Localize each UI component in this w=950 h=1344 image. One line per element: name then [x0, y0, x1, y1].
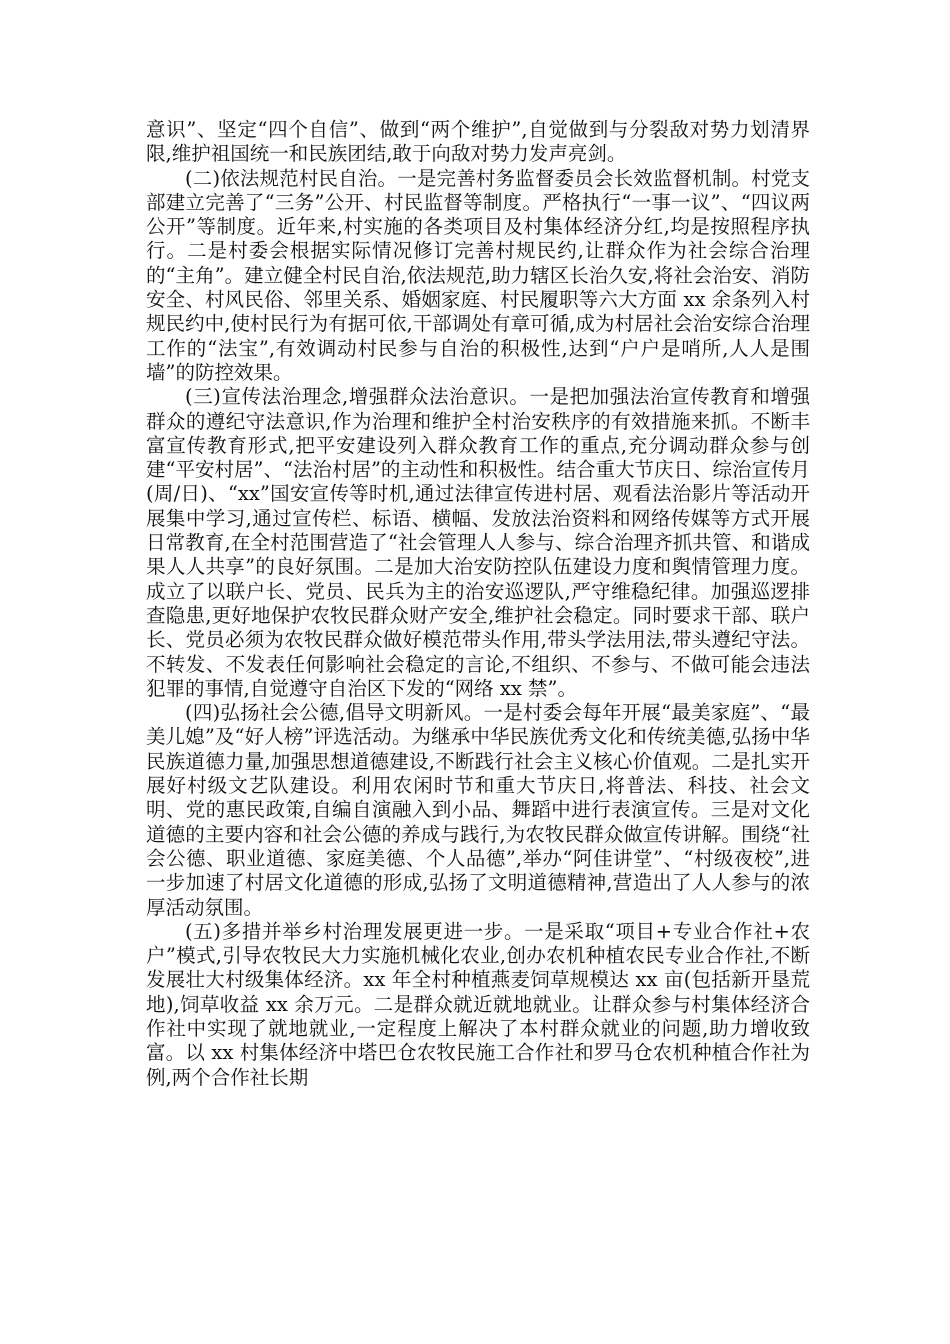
paragraph-rural-governance: (五)多措并举乡村治理发展更进一步。一是采取“项目+专业合作社+农户”模式,引导农牧民大力实施机械化农业,创办农机种植农民专业合作社,不断发展壮大村级集体经济。xx 年全村种植燕麦饲草规模达 xx 亩(包括新开垦荒地),饲草收益 xx 余万元。二是群众就近就地就业。让群众参与村集体经济合作社中实现了就地就业,一定程度上解决了本村群众就业的问题,助力增收致富。以 xx 村集体经济中塔巴仓农牧民施工合作社和罗马仓农机种植合作社为例,两个合作社长期 [146, 919, 810, 1089]
document-body [146, 118, 810, 1090]
paragraph-continuation: 意识”、坚定“四个自信”、做到“两个维护”,自觉做到与分裂敌对势力划清界限,维护祖国统一和民族团结,敢于向敌对势力发声亮剑。 [146, 118, 810, 166]
paragraph-rule-of-law-publicity: (三)宣传法治理念,增强群众法治意识。一是把加强法治宣传教育和增强群众的遵纪守法意识,作为治理和维护全村治安秩序的有效措施来抓。不断丰富宣传教育形式,把平安建设列入群众教育工作的重点,充分调动群众参与创建“平安村居”、“法治村居”的主动性和积极性。结合重大节庆日、综治宣传月(周/日)、“xx”国安宣传等时机,通过法律宣传进村居、观看法治影片等活动开展集中学习,通过宣传栏、标语、横幅、发放法治资料和网络传媒等方式开展日常教育,在全村范围营造了“社会管理人人参与、综合治理齐抓共管、和谐成果人人共享”的良好氛围。二是加大治安防控队伍建设力度和舆情管理力度。成立了以联户长、党员、民兵为主的治安巡逻队,严守维稳纪律。加强巡逻排查隐患,更好地保护农牧民群众财产安全,维护社会稳定。同时要求干部、联户长、党员必须为农牧民群众做好模范带头作用,带头学法用法,带头遵纪守法。不转发、不发表任何影响社会稳定的言论,不组织、不参与、不做可能会违法犯罪的事情,自觉遵守自治区下发的“网络 xx 禁”。 [146, 385, 810, 700]
paragraph-village-self-governance: (二)依法规范村民自治。一是完善村务监督委员会长效监督机制。村党支部建立完善了“三务”公开、村民监督等制度。严格执行“一事一议”、“四议两公开”等制度。近年来,村实施的各类项目及村集体经济分红,均是按照程序执行。二是村委会根据实际情况修订完善村规民约,让群众作为社会综合治理的“主角”。建立健全村民自治,依法规范,助力辖区长治久安,将社会治安、消防安全、村风民俗、邻里关系、婚姻家庭、村民履职等六大方面 xx 余条列入村规民约中,使村民行为有据可依,干部调处有章可循,成为村居社会治安综合治理工作的“法宝”,有效调动村民参与自治的积极性,达到“户户是哨所,人人是围墙”的防控效果。 [146, 166, 810, 384]
paragraph-social-morality: (四)弘扬社会公德,倡导文明新风。一是村委会每年开展“最美家庭”、“最美儿媳”及“好人榜”评选活动。为继承中华民族优秀文化和传统美德,弘扬中华民族道德力量,加强思想道德建设,不断践行社会主义核心价值观。二是扎实开展好村级文艺队建设。利用农闲时节和重大节庆日,将普法、科技、社会文明、党的惠民政策,自编自演融入到小品、舞蹈中进行表演宣传。三是对文化道德的主要内容和社会公德的养成与践行,为农牧民群众做宣传讲解。围绕“社会公德、职业道德、家庭美德、个人品德”,举办“阿佳讲堂”、“村级夜校”,进一步加速了村居文化道德的形成,弘扬了文明道德精神,营造出了人人参与的浓厚活动氛围。 [146, 701, 810, 919]
